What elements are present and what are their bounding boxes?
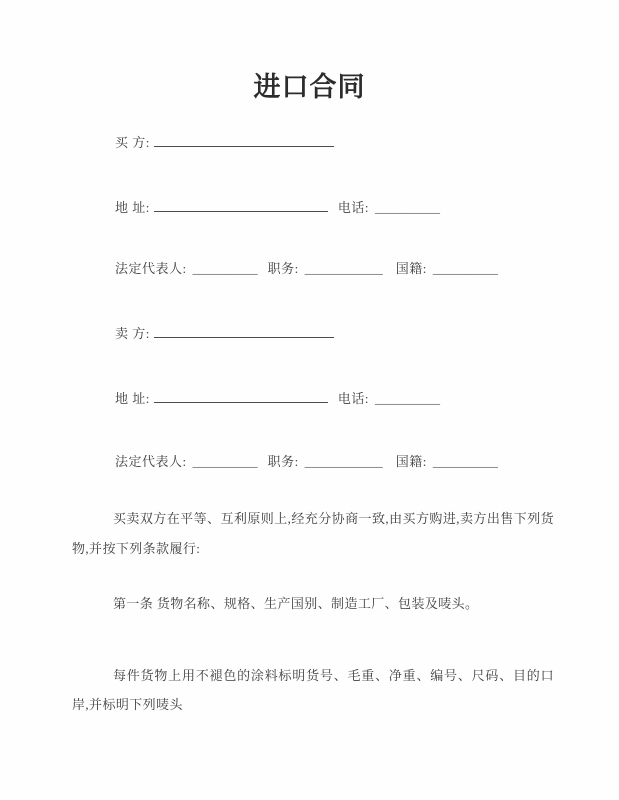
buyer-legal-rep-label: 法定代表人:: [115, 261, 187, 276]
seller-address-label: 地 址:: [115, 391, 150, 406]
buyer-row: [115, 134, 334, 152]
buyer-address-label: 地 址:: [115, 200, 150, 215]
seller-address-row: [115, 390, 440, 408]
buyer-name-blank-line: [154, 135, 334, 147]
seller-phone-label: 电话:: [337, 391, 369, 406]
seller-name-blank-line: [154, 326, 334, 338]
buyer-nationality-label: 国籍:: [395, 261, 427, 276]
seller-nationality-label: 国籍:: [395, 454, 427, 469]
buyer-legal-rep-blank: __________: [192, 261, 258, 276]
buyer-phone-blank: __________: [375, 200, 440, 215]
seller-legal-rep-row: [115, 453, 498, 471]
seller-position-label: 职务:: [267, 454, 299, 469]
buyer-phone-label: 电话:: [337, 200, 369, 215]
buyer-address-blank-line: [154, 200, 328, 212]
intro-paragraph: 买卖双方在平等、互利原则上,经充分协商一致,由买方购进,卖方出售下列货物,并按下列条款履行:: [72, 511, 554, 556]
buyer-nationality-blank: __________: [432, 261, 498, 276]
buyer-address-row: [115, 199, 440, 217]
article1-paragraph: 第一条 货物名称、规格、生产国别、制造工厂、包装及唛头。: [113, 596, 479, 611]
seller-label: 卖 方:: [115, 326, 150, 341]
seller-row: [115, 325, 334, 343]
seller-legal-rep-label: 法定代表人:: [115, 454, 187, 469]
buyer-position-label: 职务:: [267, 261, 299, 276]
buyer-position-blank: ____________: [304, 261, 383, 276]
page-title: 进口合同: [253, 72, 366, 102]
seller-nationality-blank: __________: [432, 454, 498, 469]
seller-phone-blank: __________: [375, 391, 440, 406]
seller-legal-rep-blank: __________: [192, 454, 258, 469]
seller-address-blank-line: [154, 391, 328, 403]
marking-paragraph: 每件货物上用不褪色的涂料标明货号、毛重、净重、编号、尺码、目的口岸,并标明下列唛头: [72, 668, 554, 712]
seller-position-blank: ____________: [304, 454, 383, 469]
buyer-label: 买 方:: [115, 135, 150, 150]
buyer-legal-rep-row: [115, 260, 498, 278]
